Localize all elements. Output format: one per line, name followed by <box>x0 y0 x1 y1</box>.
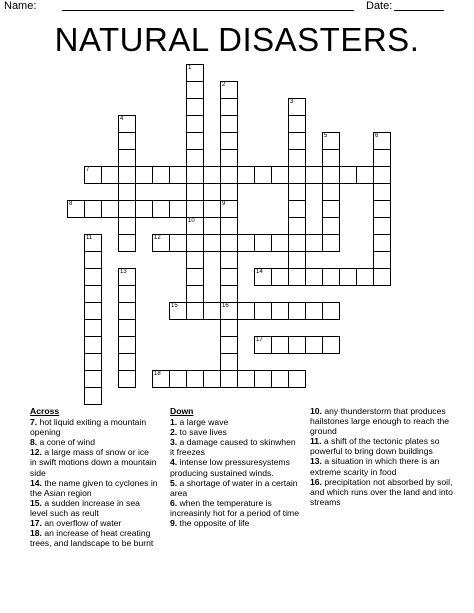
crossword-cell[interactable] <box>169 302 187 320</box>
crossword-cell[interactable] <box>288 268 306 286</box>
crossword-cell[interactable] <box>186 132 204 150</box>
crossword-cell[interactable] <box>373 234 391 252</box>
crossword-cell[interactable] <box>220 81 238 99</box>
crossword-cell[interactable] <box>373 149 391 167</box>
crossword-cell[interactable] <box>203 200 221 218</box>
clue-item: 13. a situation in which there is an extreme scarity in food <box>310 456 440 477</box>
clue-item: 10. any thunderstorm that produces hailstones large enough to reach the ground <box>310 406 450 437</box>
clue-item: 12. a large mass of snow or ice in swift motions down a mountain side <box>30 447 157 478</box>
crossword-cell[interactable] <box>305 166 323 184</box>
crossword-cell[interactable] <box>220 149 238 167</box>
clue-number: 3 <box>290 99 294 105</box>
crossword-cell[interactable] <box>186 370 204 388</box>
down-clues <box>170 406 300 528</box>
crossword-cell[interactable] <box>271 234 289 252</box>
crossword-cell[interactable] <box>322 200 340 218</box>
crossword-cell[interactable] <box>254 370 272 388</box>
clue-number: 12 <box>154 235 161 241</box>
crossword-cell[interactable] <box>254 234 272 252</box>
clue-number: 6 <box>375 133 379 139</box>
clue-item: 2. to save lives <box>170 427 227 438</box>
crossword-cell[interactable] <box>152 370 170 388</box>
crossword-cell[interactable] <box>84 166 102 184</box>
clue-number: 7 <box>86 167 90 173</box>
crossword-cell[interactable] <box>186 217 204 235</box>
crossword-cell[interactable] <box>373 251 391 269</box>
clue-item: 7. hot liquid exiting a mountain opening <box>30 417 147 438</box>
clue-number: 11 <box>86 235 93 241</box>
crossword-cell[interactable] <box>118 217 136 235</box>
crossword-cell[interactable] <box>254 268 272 286</box>
crossword-cell[interactable] <box>271 302 289 320</box>
crossword-cell[interactable] <box>220 302 238 320</box>
crossword-cell[interactable] <box>220 268 238 286</box>
crossword-cell[interactable] <box>220 132 238 150</box>
crossword-cell[interactable] <box>84 251 102 269</box>
crossword-cell[interactable] <box>186 234 204 252</box>
crossword-cell[interactable] <box>322 302 340 320</box>
crossword-cell[interactable] <box>186 285 204 303</box>
crossword-cell[interactable] <box>254 336 272 354</box>
crossword-cell[interactable] <box>339 268 357 286</box>
page-title: NATURAL DISASTERS. <box>54 21 420 58</box>
crossword-cell[interactable] <box>186 115 204 133</box>
crossword-cell[interactable] <box>220 200 238 218</box>
crossword-cell[interactable] <box>118 353 136 371</box>
crossword-cell[interactable] <box>203 166 221 184</box>
crossword-cell[interactable] <box>288 132 306 150</box>
crossword-cell[interactable] <box>322 132 340 150</box>
crossword-cell[interactable] <box>118 166 136 184</box>
crossword-cell[interactable] <box>118 302 136 320</box>
crossword-cell[interactable] <box>118 183 136 201</box>
crossword-cell[interactable] <box>152 200 170 218</box>
clue-number: 1 <box>188 65 192 71</box>
crossword-cell[interactable] <box>186 302 204 320</box>
crossword-cell[interactable] <box>118 149 136 167</box>
crossword-cell[interactable] <box>84 268 102 286</box>
clue-item: 8. a cone of wind <box>30 437 95 448</box>
crossword-cell[interactable] <box>169 166 187 184</box>
crossword-cell[interactable] <box>237 370 255 388</box>
crossword-cell[interactable] <box>101 166 119 184</box>
crossword-cell[interactable] <box>220 353 238 371</box>
crossword-cell[interactable] <box>84 370 102 388</box>
crossword-cell[interactable] <box>288 200 306 218</box>
crossword-cell[interactable] <box>288 115 306 133</box>
clue-item: 9. the opposite of life <box>170 518 250 529</box>
across-clues <box>30 406 158 548</box>
down-clues-continued <box>310 406 460 507</box>
crossword-cell[interactable] <box>288 166 306 184</box>
crossword-cell[interactable] <box>237 234 255 252</box>
clue-item: 11. a shift of the tectonic plates so powerful to bring down buildings <box>310 436 440 457</box>
crossword-cell[interactable] <box>186 183 204 201</box>
clue-number: 2 <box>222 82 226 88</box>
crossword-cell[interactable] <box>220 251 238 269</box>
crossword-cell[interactable] <box>220 319 238 337</box>
crossword-cell[interactable] <box>373 217 391 235</box>
clue-item: 1. a large wave <box>170 417 229 428</box>
crossword-cell[interactable] <box>169 370 187 388</box>
crossword-cell[interactable] <box>288 336 306 354</box>
crossword-cell[interactable] <box>84 234 102 252</box>
clue-number: 10 <box>188 218 195 224</box>
clue-number: 15 <box>171 303 178 309</box>
crossword-cell[interactable] <box>118 319 136 337</box>
clue-number: 16 <box>222 303 229 309</box>
crossword-cell[interactable] <box>305 234 323 252</box>
crossword-cell[interactable] <box>186 81 204 99</box>
crossword-cell[interactable] <box>271 166 289 184</box>
crossword-cell[interactable] <box>322 166 340 184</box>
crossword-cell[interactable] <box>305 268 323 286</box>
crossword-cell[interactable] <box>186 200 204 218</box>
clue-number: 14 <box>256 269 263 275</box>
crossword-cell[interactable] <box>84 387 102 405</box>
crossword-cell[interactable] <box>288 183 306 201</box>
crossword-cell[interactable] <box>237 302 255 320</box>
clue-item: 15. a sudden increase in sea level such as reult <box>30 497 140 518</box>
crossword-cell[interactable] <box>322 183 340 201</box>
crossword-cell[interactable] <box>322 268 340 286</box>
crossword-cell[interactable] <box>84 336 102 354</box>
clue-item: 14. the name given to cyclones in the Asian region <box>30 477 158 498</box>
crossword-cell[interactable] <box>118 370 136 388</box>
crossword-cell[interactable] <box>135 200 153 218</box>
crossword-cell[interactable] <box>271 268 289 286</box>
crossword-cell[interactable] <box>186 98 204 116</box>
crossword-cell[interactable] <box>373 132 391 150</box>
clue-number: 9 <box>222 201 226 207</box>
clue-number: 5 <box>324 133 328 139</box>
clue-number: 18 <box>154 371 161 377</box>
clue-number: 13 <box>120 269 127 275</box>
crossword-cell[interactable] <box>186 149 204 167</box>
crossword-cell[interactable] <box>152 166 170 184</box>
crossword-cell[interactable] <box>220 336 238 354</box>
across-heading: Across <box>30 406 60 416</box>
crossword-cell[interactable] <box>220 98 238 116</box>
crossword-cell[interactable] <box>356 268 374 286</box>
crossword-cell[interactable] <box>84 200 102 218</box>
crossword-cell[interactable] <box>305 336 323 354</box>
crossword-cell[interactable] <box>220 183 238 201</box>
crossword-cell[interactable] <box>135 166 153 184</box>
clue-item: 17. an overflow of water <box>30 518 122 529</box>
crossword-cell[interactable] <box>203 302 221 320</box>
crossword-cell[interactable] <box>288 98 306 116</box>
crossword-cell[interactable] <box>322 149 340 167</box>
crossword-cell[interactable] <box>118 336 136 354</box>
crossword-cell[interactable] <box>373 183 391 201</box>
crossword-cell[interactable] <box>67 200 85 218</box>
crossword-cell[interactable] <box>118 132 136 150</box>
crossword-cell[interactable] <box>186 251 204 269</box>
clue-item: 6. when the temperature is increasinly hot for a period of time <box>170 497 299 518</box>
crossword-cell[interactable] <box>84 319 102 337</box>
clue-item: 3. a damage caused to skinwhen it freezes <box>170 437 296 458</box>
crossword-cell[interactable] <box>220 285 238 303</box>
crossword-cell[interactable] <box>220 115 238 133</box>
clue-item: 4. intense low pressuresystems producing sustained winds. <box>170 457 290 478</box>
crossword-cell[interactable] <box>203 234 221 252</box>
crossword-cell[interactable] <box>220 370 238 388</box>
crossword-cell[interactable] <box>118 285 136 303</box>
crossword-cell[interactable] <box>186 64 204 82</box>
crossword-cell[interactable] <box>271 370 289 388</box>
crossword-cell[interactable] <box>288 217 306 235</box>
crossword-cell[interactable] <box>152 234 170 252</box>
crossword-cell[interactable] <box>254 166 272 184</box>
crossword-cell[interactable] <box>288 302 306 320</box>
crossword-cell[interactable] <box>237 166 255 184</box>
crossword-cell[interactable] <box>373 200 391 218</box>
crossword-cell[interactable] <box>186 268 204 286</box>
crossword-cell[interactable] <box>288 251 306 269</box>
crossword-cell[interactable] <box>118 234 136 252</box>
crossword-cell[interactable] <box>169 200 187 218</box>
crossword-cell[interactable] <box>356 166 374 184</box>
crossword-cell[interactable] <box>84 285 102 303</box>
down-heading: Down <box>170 406 194 416</box>
crossword-cell[interactable] <box>186 166 204 184</box>
crossword-cell[interactable] <box>220 217 238 235</box>
date-label: Date: <box>366 0 393 12</box>
clue-number: 8 <box>69 201 73 207</box>
crossword-cell[interactable] <box>373 166 391 184</box>
crossword-cell[interactable] <box>220 166 238 184</box>
clue-item: 5. a shortage of water in a certain area <box>170 477 298 498</box>
crossword-cell[interactable] <box>322 234 340 252</box>
crossword-cell[interactable] <box>322 336 340 354</box>
crossword-cell[interactable] <box>84 353 102 371</box>
crossword-cell[interactable] <box>203 370 221 388</box>
crossword-cell[interactable] <box>118 115 136 133</box>
crossword-cell[interactable] <box>288 370 306 388</box>
clue-number: 17 <box>256 337 263 343</box>
clue-number: 4 <box>120 116 124 122</box>
crossword-cell[interactable] <box>322 217 340 235</box>
crossword-cell[interactable] <box>373 268 391 286</box>
crossword-cell[interactable] <box>271 336 289 354</box>
name-label: Name: <box>4 0 37 12</box>
clue-item: 16. precipitation not absorbed by soil, and which runs over the land and into streams <box>310 476 453 507</box>
crossword-cell[interactable] <box>288 234 306 252</box>
crossword-cell[interactable] <box>305 302 323 320</box>
crossword-cell[interactable] <box>84 302 102 320</box>
crossword-cell[interactable] <box>118 200 136 218</box>
crossword-cell[interactable] <box>101 200 119 218</box>
crossword-cell[interactable] <box>288 149 306 167</box>
clue-item: 18. an increase of heat creating trees, and landscape to be burnt <box>30 528 154 549</box>
crossword-cell[interactable] <box>339 166 357 184</box>
crossword-cell[interactable] <box>220 234 238 252</box>
crossword-cell[interactable] <box>169 234 187 252</box>
crossword-cell[interactable] <box>118 268 136 286</box>
crossword-cell[interactable] <box>254 302 272 320</box>
